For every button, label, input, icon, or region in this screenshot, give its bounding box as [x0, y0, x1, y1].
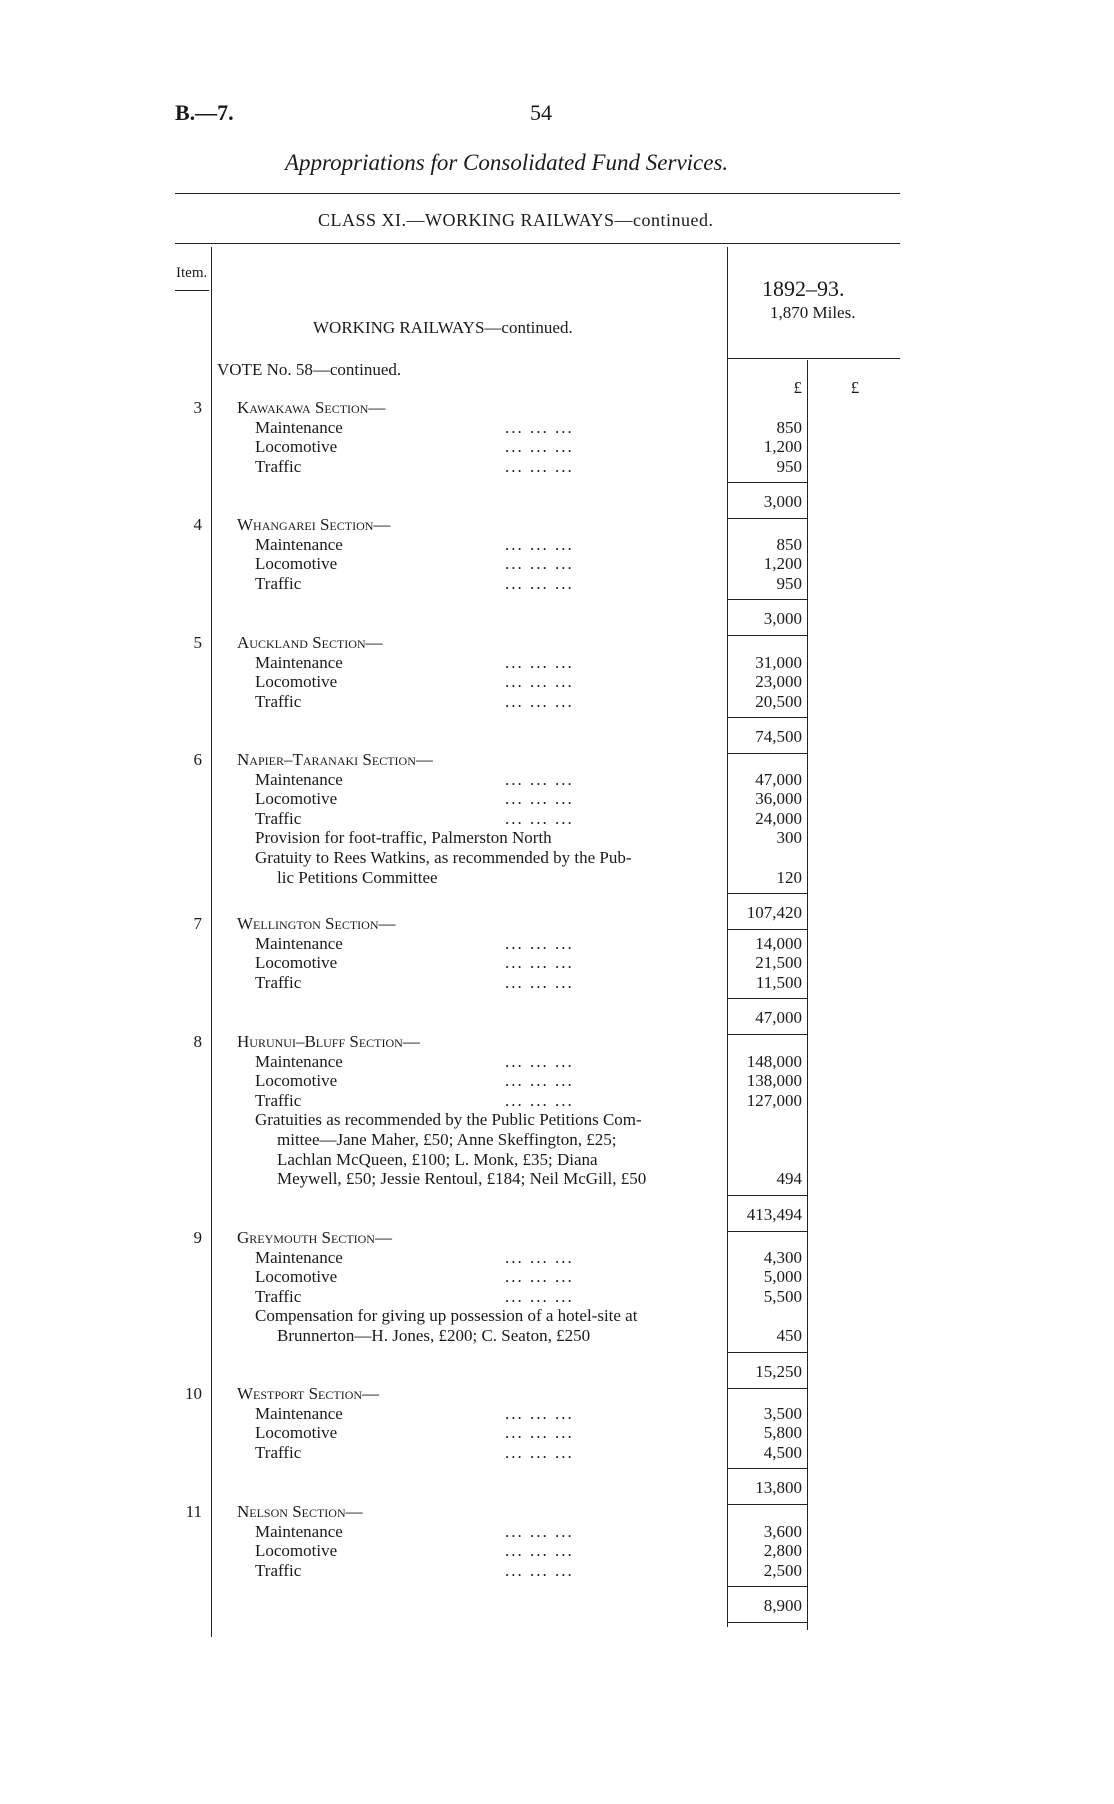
item-number: 4 — [193, 515, 202, 534]
line-item-amount: 11,500 — [755, 972, 802, 992]
line-item-amount: 5,500 — [763, 1286, 802, 1306]
currency-symbol: £ — [793, 378, 802, 397]
line-item-amount: 5,000 — [763, 1267, 802, 1287]
line-item-amount: 4,500 — [763, 1442, 802, 1462]
section-name: Greymouth Section— — [237, 1228, 392, 1247]
section-total-row — [0, 1478, 1114, 1498]
item-number: 10 — [185, 1384, 202, 1403]
total-rule — [727, 1622, 807, 1623]
section-total: 8,900 — [763, 1596, 802, 1616]
line-item-amount: 450 — [776, 1326, 802, 1345]
subtotal-rule — [727, 599, 807, 600]
leader-dots: ... ... ... — [505, 652, 574, 672]
section-header-row — [0, 914, 1114, 934]
line-item-label: Meywell, £50; Jessie Rentoul, £184; Neil McGill, £50 — [277, 1169, 647, 1189]
line-item — [0, 973, 1114, 993]
line-item-label: Traffic — [255, 456, 302, 476]
line-item — [0, 1326, 1114, 1346]
leader-dots: ... ... ... — [505, 691, 574, 711]
line-item-label: Maintenance — [255, 1403, 343, 1423]
line-item-label: Maintenance — [255, 769, 343, 789]
line-item — [0, 1561, 1114, 1581]
line-item-label: Brunnerton—H. Jones, £200; C. Seaton, £250 — [277, 1326, 591, 1345]
subtotal-rule — [727, 482, 807, 483]
line-item-label: Lachlan McQueen, £100; L. Monk, £35; Diana — [277, 1149, 598, 1169]
subtotal-rule — [727, 1352, 807, 1353]
item-number: 9 — [193, 1228, 202, 1247]
section-name: Napier–Taranaki Section— — [237, 750, 433, 769]
line-item — [0, 418, 1114, 438]
line-item — [0, 1130, 1114, 1150]
leader-dots: ... ... ... — [505, 437, 574, 457]
section-total: 3,000 — [763, 492, 802, 512]
item-number: 3 — [193, 398, 202, 417]
line-item-label: Maintenance — [255, 417, 343, 437]
line-item-amount: 47,000 — [755, 769, 802, 789]
section-total-row — [0, 609, 1114, 629]
line-item-label: Traffic — [255, 691, 302, 711]
subtotal-rule — [727, 893, 807, 894]
line-item — [0, 554, 1114, 574]
leader-dots: ... ... ... — [505, 417, 574, 437]
line-item-amount: 138,000 — [746, 1071, 802, 1091]
line-item-amount: 2,800 — [763, 1541, 802, 1561]
line-item — [0, 574, 1114, 594]
subtotal-rule — [727, 998, 807, 999]
section-header-row — [0, 1502, 1114, 1522]
line-item — [0, 1052, 1114, 1072]
line-item-label: Compensation for giving up possession of a hotel-site at — [255, 1306, 638, 1326]
subtotal-rule — [727, 1586, 807, 1587]
currency-row — [0, 378, 1114, 398]
line-item-amount: 24,000 — [755, 808, 802, 828]
year-header-rule — [727, 358, 900, 359]
line-item-label: Locomotive — [255, 1541, 338, 1561]
line-item-label: lic Petitions Committee — [277, 867, 438, 887]
line-item — [0, 692, 1114, 712]
section-total: 47,000 — [755, 1008, 802, 1028]
section-total-row — [0, 727, 1114, 747]
leader-dots: ... ... ... — [505, 1071, 574, 1091]
section-total-row — [0, 1008, 1114, 1028]
subtotal-rule — [727, 1195, 807, 1196]
line-item-amount: 950 — [776, 456, 802, 476]
page-title: Appropriations for Consolidated Fund Services. — [285, 150, 729, 175]
section-total: 413,494 — [746, 1204, 802, 1224]
leader-dots: ... ... ... — [505, 933, 574, 953]
section-total: 74,500 — [755, 727, 802, 747]
line-item-label: Locomotive — [255, 1267, 338, 1287]
line-item — [0, 653, 1114, 673]
line-item-amount: 36,000 — [755, 789, 802, 809]
line-item — [0, 1541, 1114, 1561]
section-total: 3,000 — [763, 609, 802, 629]
section-total-row — [0, 1596, 1114, 1616]
section-header-row — [0, 1384, 1114, 1404]
line-item-label: Maintenance — [255, 933, 343, 953]
section-name: Hurunui–Bluff Section— — [237, 1032, 420, 1051]
line-item-amount: 127,000 — [746, 1090, 802, 1110]
item-number: 6 — [193, 750, 202, 769]
line-item — [0, 1110, 1114, 1130]
line-item-label: Locomotive — [255, 789, 338, 809]
line-item-amount: 120 — [776, 867, 802, 887]
section-total: 15,250 — [755, 1361, 802, 1381]
line-item-label: Locomotive — [255, 437, 338, 457]
class-title: CLASS XI.—WORKING RAILWAYS—continued. — [318, 210, 714, 230]
section-header-row — [0, 515, 1114, 535]
vote-heading: VOTE No. 58—continued. — [217, 360, 402, 379]
line-item-label: Locomotive — [255, 1071, 338, 1091]
line-item — [0, 1306, 1114, 1326]
line-item-label: Locomotive — [255, 953, 338, 973]
section-total-row — [0, 1362, 1114, 1382]
section-total: 107,420 — [746, 903, 802, 923]
line-item — [0, 789, 1114, 809]
line-item — [0, 1248, 1114, 1268]
line-item-label: Maintenance — [255, 1247, 343, 1267]
leader-dots: ... ... ... — [505, 573, 574, 593]
line-item — [0, 953, 1114, 973]
line-item — [0, 828, 1114, 848]
leader-dots: ... ... ... — [505, 808, 574, 828]
section-header-row — [0, 750, 1114, 770]
class-rule — [175, 243, 900, 244]
line-item — [0, 934, 1114, 954]
line-item — [0, 672, 1114, 692]
subtotal-rule — [727, 1468, 807, 1469]
leader-dots: ... ... ... — [505, 769, 574, 789]
line-item-amount: 850 — [776, 417, 802, 437]
section-name: Whangarei Section— — [237, 515, 391, 534]
section-name: Westport Section— — [237, 1384, 380, 1403]
line-item-amount: 14,000 — [755, 933, 802, 953]
line-item-amount: 950 — [776, 573, 802, 593]
item-column-header: Item. — [176, 265, 208, 281]
line-item-label: Locomotive — [255, 554, 338, 574]
item-number: 7 — [193, 914, 202, 933]
section-name: Auckland Section— — [237, 633, 383, 652]
line-item-amount: 2,500 — [763, 1560, 802, 1580]
leader-dots: ... ... ... — [505, 1541, 574, 1561]
line-item-label: Maintenance — [255, 534, 343, 554]
line-item — [0, 1071, 1114, 1091]
leader-dots: ... ... ... — [505, 789, 574, 809]
section-total: 13,800 — [755, 1478, 802, 1498]
section-header-row — [0, 633, 1114, 653]
section-name: Nelson Section— — [237, 1502, 363, 1521]
section-header-row — [0, 1032, 1114, 1052]
line-item — [0, 1404, 1114, 1424]
leader-dots: ... ... ... — [505, 1051, 574, 1071]
line-item-amount: 1,200 — [763, 554, 802, 574]
line-item-label: Traffic — [255, 808, 302, 828]
leader-dots: ... ... ... — [505, 1267, 574, 1287]
page-number: 54 — [530, 100, 552, 125]
title-rule — [175, 193, 900, 194]
line-item — [0, 770, 1114, 790]
line-item-amount: 4,300 — [763, 1247, 802, 1267]
section-header-row — [0, 398, 1114, 418]
line-item — [0, 1267, 1114, 1287]
line-item-label: Maintenance — [255, 652, 343, 672]
line-item-label: Traffic — [255, 1442, 302, 1462]
leader-dots: ... ... ... — [505, 1442, 574, 1462]
line-item-amount: 300 — [776, 828, 802, 848]
document-reference: B.—7. — [175, 100, 234, 125]
leader-dots: ... ... ... — [505, 672, 574, 692]
line-item-amount: 148,000 — [746, 1051, 802, 1071]
line-item-label: Traffic — [255, 573, 302, 593]
line-item — [0, 848, 1114, 868]
currency-symbol-total: £ — [850, 378, 860, 397]
line-item — [0, 868, 1114, 888]
leader-dots: ... ... ... — [505, 1521, 574, 1541]
line-item-label: Traffic — [255, 1090, 302, 1110]
line-item-amount: 3,600 — [763, 1521, 802, 1541]
leader-dots: ... ... ... — [505, 1090, 574, 1110]
leader-dots: ... ... ... — [505, 1423, 574, 1443]
section-name: Wellington Section— — [237, 914, 396, 933]
line-item-label: Traffic — [255, 972, 302, 992]
table-section-header: WORKING RAILWAYS—continued. — [313, 318, 573, 337]
line-item-label: Traffic — [255, 1286, 302, 1306]
line-item — [0, 809, 1114, 829]
line-item — [0, 1287, 1114, 1307]
leader-dots: ... ... ... — [505, 1286, 574, 1306]
line-item — [0, 1091, 1114, 1111]
leader-dots: ... ... ... — [505, 1247, 574, 1267]
line-item-amount: 21,500 — [755, 953, 802, 973]
leader-dots: ... ... ... — [505, 1403, 574, 1423]
leader-dots: ... ... ... — [505, 456, 574, 476]
item-number: 5 — [193, 633, 202, 652]
line-item-label: Maintenance — [255, 1051, 343, 1071]
line-item — [0, 535, 1114, 555]
miles-heading: 1,870 Miles. — [770, 303, 856, 322]
line-item — [0, 437, 1114, 457]
line-item-label: Locomotive — [255, 1423, 338, 1443]
line-item-label: Gratuities as recommended by the Public Petitions Com- — [255, 1110, 642, 1130]
line-item-amount: 20,500 — [755, 691, 802, 711]
line-item-label: Maintenance — [255, 1521, 343, 1541]
line-item-label: Traffic — [255, 1560, 302, 1580]
line-item — [0, 1423, 1114, 1443]
line-item — [0, 1169, 1114, 1189]
line-item-label: mittee—Jane Maher, £50; Anne Skeffington, £25; — [277, 1130, 617, 1149]
line-item-amount: 850 — [776, 534, 802, 554]
leader-dots: ... ... ... — [505, 1560, 574, 1580]
subtotal-rule — [727, 717, 807, 718]
section-name: Kawakawa Section— — [237, 398, 386, 417]
leader-dots: ... ... ... — [505, 554, 574, 574]
line-item-label: Gratuity to Rees Watkins, as recommended by the Pub- — [255, 848, 632, 867]
line-item-amount: 3,500 — [763, 1403, 802, 1423]
section-header-row — [0, 1228, 1114, 1248]
line-item-amount: 1,200 — [763, 437, 802, 457]
line-item — [0, 1443, 1114, 1463]
line-item — [0, 1150, 1114, 1170]
item-number: 11 — [185, 1502, 202, 1521]
item-number: 8 — [193, 1032, 202, 1051]
year-heading: 1892–93. — [762, 276, 845, 301]
line-item-label: Locomotive — [255, 672, 338, 692]
line-item-label: Provision for foot-traffic, Palmerston North — [255, 828, 552, 848]
leader-dots: ... ... ... — [505, 534, 574, 554]
line-item-amount: 31,000 — [755, 652, 802, 672]
item-header-rule — [175, 290, 209, 291]
section-total-row — [0, 492, 1114, 512]
line-item — [0, 1522, 1114, 1542]
line-item-amount: 23,000 — [755, 672, 802, 692]
section-total-row — [0, 1205, 1114, 1225]
leader-dots: ... ... ... — [505, 972, 574, 992]
line-item-amount: 494 — [776, 1169, 802, 1189]
line-item-amount: 5,800 — [763, 1423, 802, 1443]
line-item — [0, 457, 1114, 477]
leader-dots: ... ... ... — [505, 953, 574, 973]
